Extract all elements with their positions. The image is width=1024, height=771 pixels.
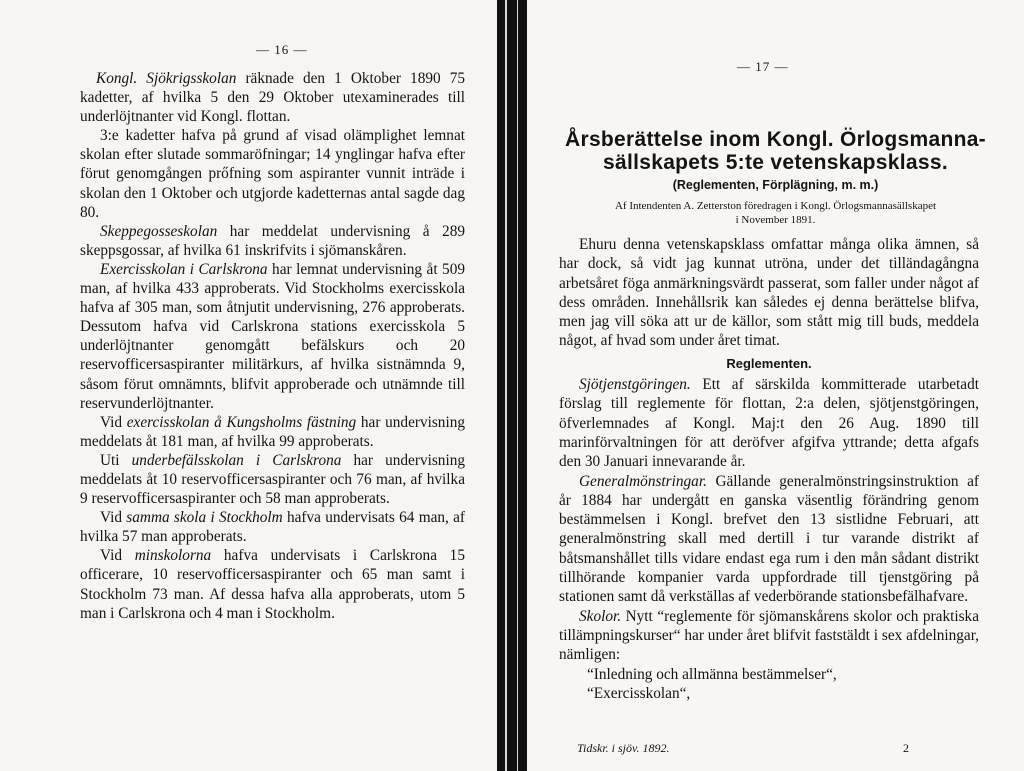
article-title: [527, 128, 1024, 174]
paragraph: [80, 546, 465, 622]
footer-journal: Tidskr. i sjöv. 1892.: [577, 741, 670, 755]
paragraph-pre: Vid: [100, 509, 127, 527]
paragraph-pre: Uti: [100, 451, 132, 469]
section-heading: Reglementen.: [726, 355, 812, 371]
list-item: “Exercisskolan“,: [587, 684, 691, 702]
paragraph-text: hafva undervisats i Carlskrona 15 officerare, 10 reservofficersaspiranter och 65 man samt i Stockholm 73 man. Af dessa hafva alla approberats, utom 5 man i Carlskrona och 4 man i Stockholm.: [80, 547, 465, 622]
page-number: — 17 —: [737, 59, 789, 74]
gutter-edge: [517, 0, 518, 771]
paragraph: [80, 69, 465, 126]
paragraph: [559, 375, 979, 471]
right-page: [527, 0, 1024, 771]
paragraph: [80, 126, 465, 221]
paragraph-text: har lemnat undervisning åt 509 man, af hvilka 433 approberats. Vid Stockholms exercisskola hafva af 305 man, som åtnjutit undervisning, 276 approberats. Dessutom hafva vid Carlskrona stations exercisskola 5 underlöjtnanter genomgått befälskurs och 20 reservofficersaspiranter militärkurs, af hvilka sistnämnda 9, såsom förut omnämnts, blifvit approberade och utnämnde till reservunderlöjtnanter.: [80, 260, 465, 412]
paragraph-text: har undervisning meddelats åt 10 reservofficersaspiranter och 76 man, af hvilka 9 reservofficersaspiranter och 58 man approberats.: [80, 451, 465, 508]
paragraph: [80, 508, 465, 546]
paragraph: Ehuru denna vetenskapsklass omfattar många olika ämnen, så har dock, så vidt jag kunnat utröna, under det tilländagångna arbetsåret föga anmärkningsvärdt passerat, som faller under något af dess områden. Innehållsrik kan således ej denna berättelse blifva, men jag vill söka att ur de källor, som stått mig till buds, meddela något, af hvad som under året timat.: [559, 236, 979, 350]
paragraph-pre: Vid: [100, 547, 135, 565]
paragraph: [559, 607, 979, 665]
byline-line: Af Intendenten A. Zetterston föredragen i Kongl. Örlogsmannasällskapet: [614, 200, 937, 212]
title-line: sällskapets 5:te vetenskapsklass.: [603, 151, 948, 174]
paragraph: [559, 472, 979, 607]
paragraph-lead: samma skola i Stockholm: [126, 509, 283, 527]
book-gutter: [497, 0, 527, 771]
paragraph-lead: Kongl. Sjökrigsskolan: [96, 70, 237, 87]
paragraph-lead: underbefälsskolan i Carlskrona: [131, 451, 342, 469]
paragraph-pre: Vid: [100, 413, 127, 431]
paragraph: [80, 451, 465, 508]
paragraph-text: räknade den 1 Oktober 1890 75 kadetter, af hvilka 5 den 29 Oktober utexaminerades till underlöjtnanter vid Kongl. flottan.: [80, 70, 466, 126]
paragraph-text: Ett af särskilda kommitterade utarbetadt förslag till reglemente för flottan, 2:a delen, sjötjenstgöringen, öfverlemnades af Kongl. Maj:t den 26 Aug. 1890 till marinförvaltningen för att deröfver afgifva yttrande; detta afgafs den 30 Januari innevarande år.: [559, 376, 979, 471]
paragraph-text: Nytt “reglemente för sjömanskårens skolor och praktiska tillämpningskurser“ har under året blifvit faststäldt i sex afdelningar, nämligen:: [559, 607, 979, 664]
byline: [527, 199, 1024, 227]
paragraph-lead: exercisskolan å Kungsholms fästning: [126, 413, 357, 431]
paragraph-text: hafva undervisats 64 man, af hvilka 57 man approberats.: [80, 509, 466, 546]
article-subtitle: (Reglementen, Förplägning, m. m.): [672, 178, 879, 192]
paragraph-lead: Skeppegosseskolan: [100, 222, 218, 240]
title-line: Årsberättelse inom Kongl. Örlogsmanna-: [565, 128, 986, 151]
paragraph-lead: Sjötjenstgöringen.: [579, 376, 691, 394]
paragraph: [80, 260, 465, 413]
paragraph-text: Gällande generalmönstringsinstruktion af år 1884 har undergått en ganska väsentlig förändring genom bestämmelsen i Kongl. brefvet den 13 sistlidne Februari, att generalmönstring skall med dertill i tur varande distrikt af båtsmanshållet tills vidare endast ega rum i den mån sådant distrikt tillhörande kompanier varda uppfordrade till tjenstgöring på stationen samt då verkställas af vederbörande stationsbefälhafvare.: [559, 472, 979, 606]
gutter-edge: [505, 0, 507, 771]
footer-signature-mark: 2: [903, 741, 909, 755]
paragraph-text: 3:e kadetter hafva på grund af visad olämplighet lemnat skolan efter slutade sommaröfningar; 14 ynglingar hafva efter förut genomgången prőfning som aspiranter vunnit inträde i skolan den 1 Oktober och utgjorde kadetternas antal sagde dag 80.: [80, 127, 465, 221]
paragraph-lead: Exercisskolan i Carlskrona: [100, 260, 268, 278]
list-item: “Inledning och allmänna bestämmelser“,: [587, 665, 837, 683]
page-number: — 16 —: [256, 42, 308, 57]
paragraph-text: har meddelat undervisning å 289 skeppsgossar, af hvilka 61 inskrifvits i sjömanskåren.: [80, 222, 465, 259]
paragraph-text: har undervisning meddelats åt 181 man, af hvilka 99 approberats.: [80, 413, 466, 450]
right-body-text: [559, 235, 979, 703]
paragraph-lead: Generalmönstringar.: [579, 472, 707, 490]
left-body-text: [80, 69, 465, 623]
paragraph-lead: Skolor.: [579, 607, 622, 625]
left-page: [0, 0, 497, 771]
paragraph-lead: minskolorna: [134, 547, 212, 565]
byline-line: i November 1891.: [735, 214, 816, 226]
paragraph: [80, 413, 465, 451]
paragraph: [80, 222, 465, 260]
